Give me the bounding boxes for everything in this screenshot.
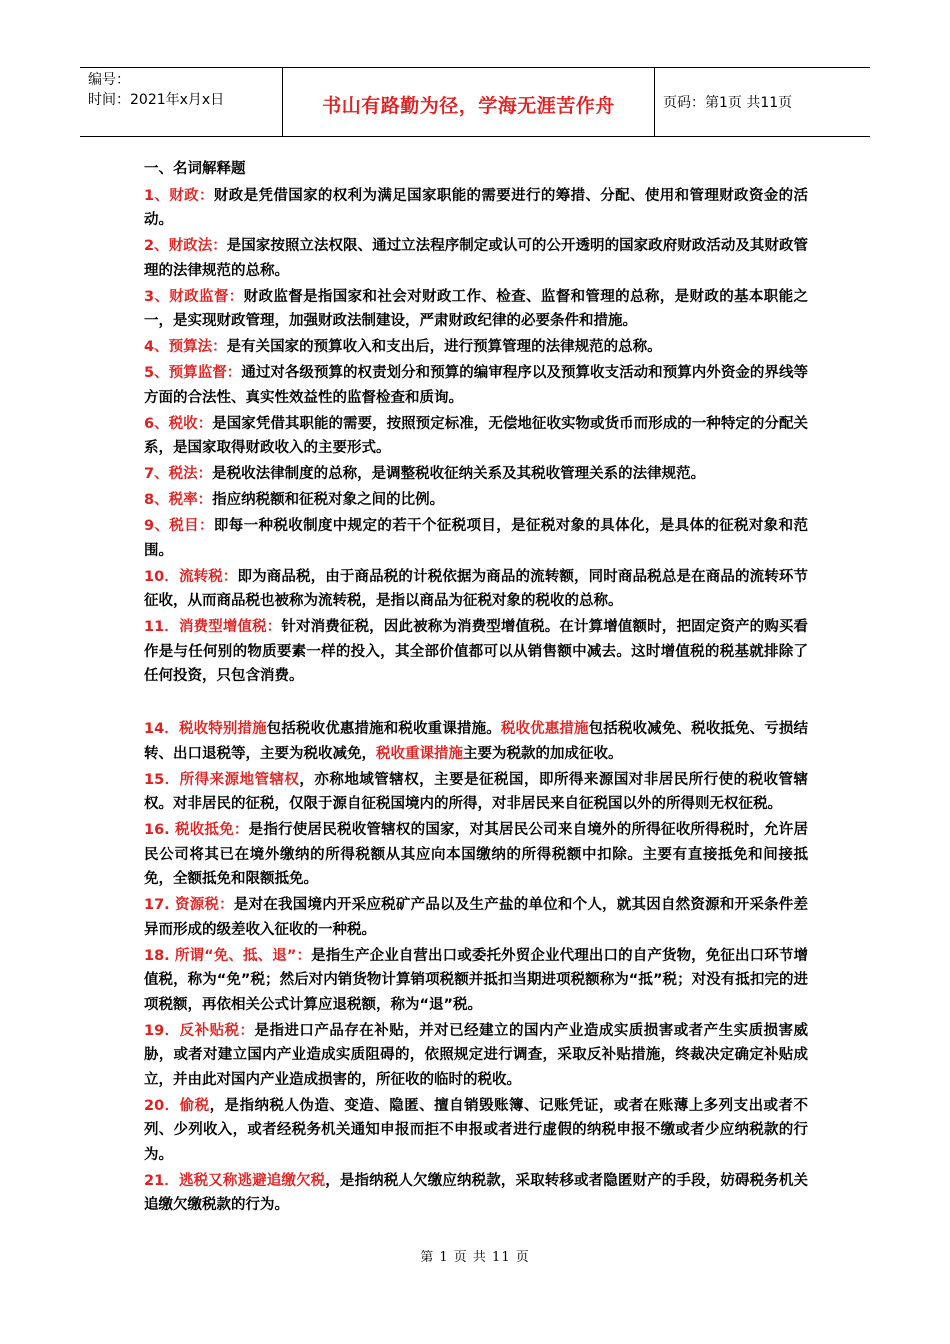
document-date: 时间：2021年x月x日 bbox=[88, 92, 225, 108]
definition-entry bbox=[144, 768, 808, 817]
definition-term: 14．税收特别措施 bbox=[144, 721, 267, 737]
definition-entry bbox=[144, 717, 808, 766]
definition-body: 针对消费征税，因此被称为消费型增值税。在计算增值额时，把固定资产的购买看作是与任何别的物质要素一样的投入，其全部价值都可以从销售额中减去。这时增值税的税基就排除了任何投资，只包含消费。 bbox=[144, 619, 808, 684]
definition-body: 即为商品税，由于商品税的计税依据为商品的流转额，同时商品税总是在商品的流转环节征收，从而商品税也被称为流转税，是指以商品为征税对象的税收的总称。 bbox=[144, 568, 809, 609]
section-title: 一、名词解释题 bbox=[144, 161, 246, 177]
definition-body: 是国家凭借其职能的需要，按照预定标准，无偿地征收实物或货币而形成的一种特定的分配关系，是国家取得财政收入的主要形式。 bbox=[144, 415, 808, 456]
definition-body: 财政是凭借国家的权利为满足国家职能的需要进行的筹措、分配、使用和管理财政资金的活动。 bbox=[144, 187, 809, 228]
definition-entry bbox=[144, 361, 808, 410]
document-body bbox=[144, 157, 808, 1218]
definition-body: 主要为税款的加成征收。 bbox=[463, 745, 623, 762]
definition-term: 20．偷税 bbox=[144, 1097, 210, 1114]
definition-body: 是税收法律制度的总称，是调整税收征纳关系及其税收管理关系的法律规范。 bbox=[212, 466, 706, 482]
definition-entry bbox=[144, 1019, 808, 1093]
definition-entry bbox=[144, 285, 808, 334]
definition-body: 是指生产企业自营出口或委托外贸企业代理出口的自产货物，免征出口环节增值税，称为“免”税；然后对内销货物计算销项税额并抵扣当期进项税额称为“抵”税；对没有抵扣完的进项税额，再依相关公式计算应退税额，称为“退”税。 bbox=[144, 947, 809, 1013]
definition-entry bbox=[144, 944, 808, 1018]
definition-entry bbox=[144, 1169, 808, 1218]
definition-term: 税收重课措施 bbox=[376, 745, 463, 762]
definition-term: 11．消费型增值税： bbox=[144, 619, 282, 635]
definition-term: 10．流转税： bbox=[144, 568, 238, 585]
definition-entry bbox=[144, 1094, 808, 1168]
definition-body: 是对在我国境内开采应税矿产品以及生产盐的单位和个人，就其因自然资源和开采条件差异而形成的级差收入征收的一种税。 bbox=[144, 897, 809, 938]
definition-term: 9、税目： bbox=[144, 518, 214, 534]
definition-term: 5、预算监督： bbox=[144, 365, 242, 381]
definition-body: 是指进口产品存在补贴，并对已经建立的国内产业造成实质损害或者产生实质损害威胁，或者对建立国内产业造成实质阻碍的，依照规定进行调查，采取反补贴措施，终裁决定确定补贴成立，并由此对国内产业造成损害的，所征收的临时的税收。 bbox=[144, 1022, 808, 1088]
definition-term: 19．反补贴税： bbox=[144, 1022, 255, 1039]
definition-term: 1、财政： bbox=[144, 187, 214, 204]
definition-entry bbox=[144, 184, 808, 233]
definition-entry bbox=[144, 234, 808, 283]
definition-entry bbox=[144, 462, 808, 487]
definition-body: 是国家按照立法权限、通过立法程序制定或认可的公开透明的国家政府财政活动及其财政管理的法律规范的总称。 bbox=[144, 238, 808, 279]
definition-body: 指应纳税额和征税对象之间的比例。 bbox=[212, 492, 445, 508]
document-number-label: 编号： bbox=[88, 72, 130, 88]
page-header bbox=[80, 67, 870, 137]
definition-entry bbox=[144, 488, 808, 513]
definition-body: 是指行使居民税收管辖权的国家，对其居民公司来自境外的所得征收所得税时，允许居民公司将其已在境外缴纳的所得税额从其应向本国缴纳的所得税额中扣除。主要有直接抵免和间接抵免，全额抵免和限额抵免。 bbox=[144, 822, 809, 887]
definition-term: 21．逃税又称逃避追缴欠税 bbox=[144, 1172, 326, 1189]
definition-body: ，是指纳税人欠缴应纳税款，采取转移或者隐匿财产的手段，妨碍税务机关追缴欠缴税款的行为。 bbox=[144, 1172, 808, 1213]
definition-body: 财政监督是指国家和社会对财政工作、检查、监督和管理的总称，是财政的基本职能之一，是实现财政管理，加强财政法制建设，严肃财政纪律的必要条件和措施。 bbox=[144, 288, 808, 329]
definition-body: 通过对各级预算的权责划分和预算的编审程序以及预算收支活动和预算内外资金的界线等方面的合法性、真实性效益性的监督检查和质询。 bbox=[144, 365, 808, 406]
definition-entry bbox=[144, 335, 808, 360]
definition-body: 包括税收优惠措施和税收重课措施。 bbox=[266, 721, 501, 737]
definition-term: 3、财政监督： bbox=[144, 288, 244, 305]
definition-term: 16. 税收抵免： bbox=[144, 822, 249, 838]
definition-entry bbox=[144, 565, 808, 614]
header-meta bbox=[80, 68, 283, 136]
definition-entry bbox=[144, 615, 808, 689]
paragraph-gap bbox=[144, 689, 808, 716]
definition-term: 18. 所谓“免、抵、退”： bbox=[144, 947, 312, 964]
definition-term: 2、财政法： bbox=[144, 238, 227, 254]
header-motto: 书山有路勤为径，学海无涯苦作舟 bbox=[283, 68, 655, 136]
definition-body: 包括税收减免、税收抵免、亏损结转、出口退税等，主要为税收减免， bbox=[144, 721, 809, 762]
definition-entry bbox=[144, 818, 808, 892]
definition-body: ，亦称地域管辖权，主要是征税国，即所得来源国对非居民所行使的税收管辖权。对非居民的征税，仅限于源自征税国境内的所得，对非居民来自征税国以外的所得则无权征税。 bbox=[144, 771, 808, 812]
definition-term: 7、税法： bbox=[144, 466, 213, 482]
definition-entry bbox=[144, 514, 808, 563]
page-footer: 第 1 页 共 11 页 bbox=[420, 1250, 530, 1265]
definition-term: 4、预算法： bbox=[144, 339, 227, 355]
definition-term: 6、税收： bbox=[144, 415, 213, 432]
header-page-info: 页码：第1页 共11页 bbox=[663, 95, 793, 111]
definition-body: ，是指纳税人伪造、变造、隐匿、擅自销毁账簿、记账凭证，或者在账薄上多列支出或者不列、少列收入，或者经税务机关通知申报而拒不申报或者进行虚假的纳税申报不缴或者少应纳税款的行为。 bbox=[144, 1097, 808, 1163]
definition-term: 税收优惠措施 bbox=[500, 721, 589, 737]
definition-term: 8、税率： bbox=[144, 492, 213, 508]
definition-body: 是有关国家的预算收入和支出后，进行预算管理的法律规范的总称。 bbox=[226, 339, 662, 355]
definition-entry bbox=[144, 412, 808, 461]
definition-entry bbox=[144, 893, 808, 942]
definition-term: 17. 资源税： bbox=[144, 897, 234, 913]
definition-body: 即每一种税收制度中规定的若干个征税项目，是征税对象的具体化，是具体的征税对象和范围。 bbox=[144, 518, 809, 559]
definition-term: 15．所得来源地管辖权 bbox=[144, 771, 300, 788]
